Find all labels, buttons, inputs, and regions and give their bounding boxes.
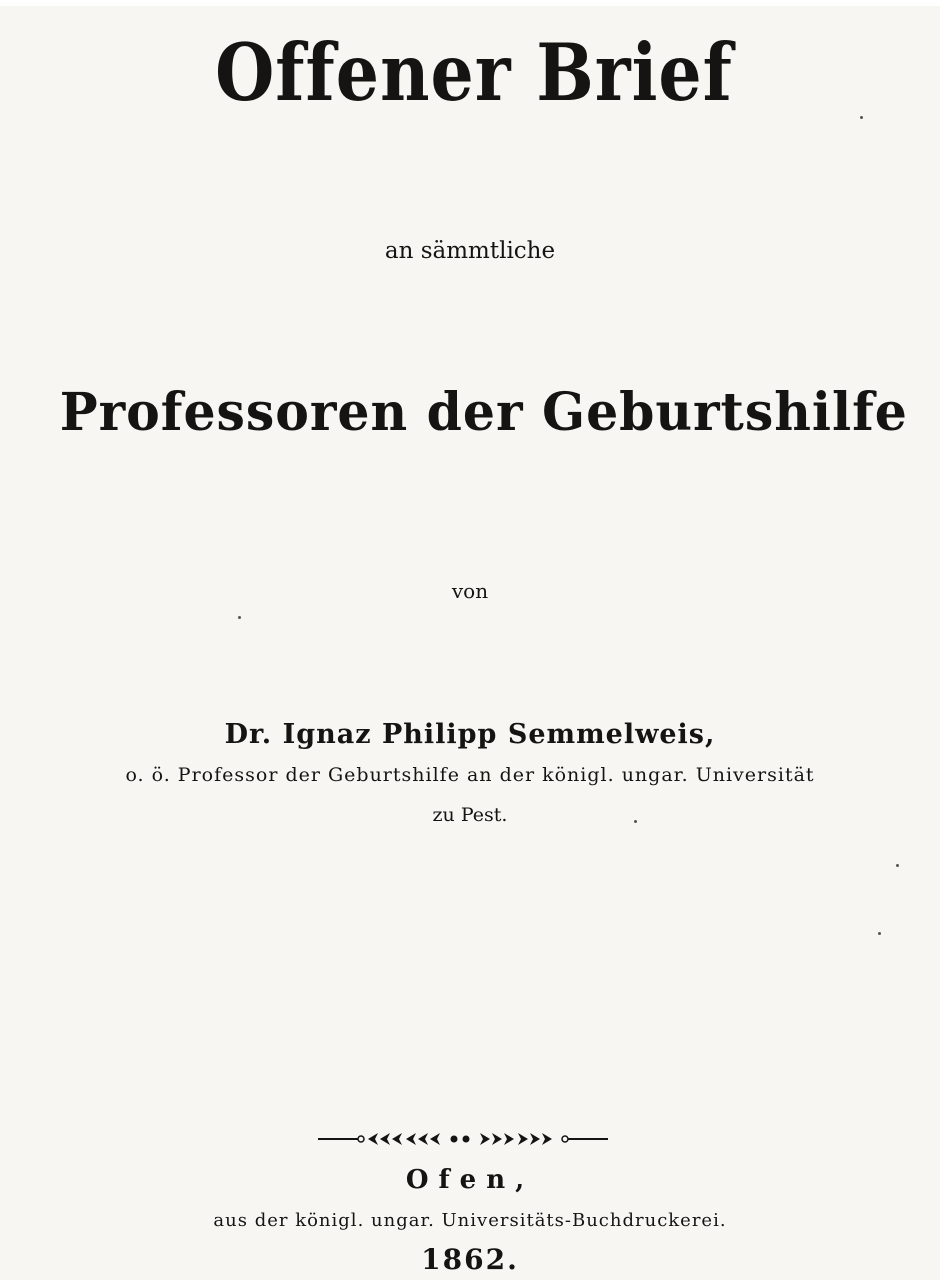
- author-affiliation-city: zu Pest.: [432, 804, 508, 826]
- paper-speck: [238, 616, 241, 619]
- author-name: Dr. Ignaz Philipp Semmelweis,: [224, 719, 716, 750]
- paper-speck: [896, 864, 899, 867]
- print-place: Ofen,: [405, 1165, 535, 1195]
- byline: von: [451, 579, 489, 603]
- paper-speck: [860, 116, 863, 119]
- scan-border-top: [0, 0, 949, 6]
- publication-year: 1862.: [421, 1243, 519, 1276]
- author-affiliation: o. ö. Professor der Geburtshilfe an der königl. ungar. Universität: [125, 764, 815, 786]
- paper-speck: [878, 932, 881, 935]
- scan-border-right: [940, 0, 949, 1280]
- document-title: Offener Brief: [215, 27, 733, 120]
- printer-ornament-icon: [318, 1128, 608, 1150]
- paper-speck: [634, 820, 637, 823]
- printer-line: aus der königl. ungar. Universitäts-Buchdruckerei.: [213, 1210, 727, 1231]
- document-subtitle: an sämmtliche: [384, 238, 556, 264]
- document-heading: Professoren der Geburtshilfe: [59, 382, 908, 443]
